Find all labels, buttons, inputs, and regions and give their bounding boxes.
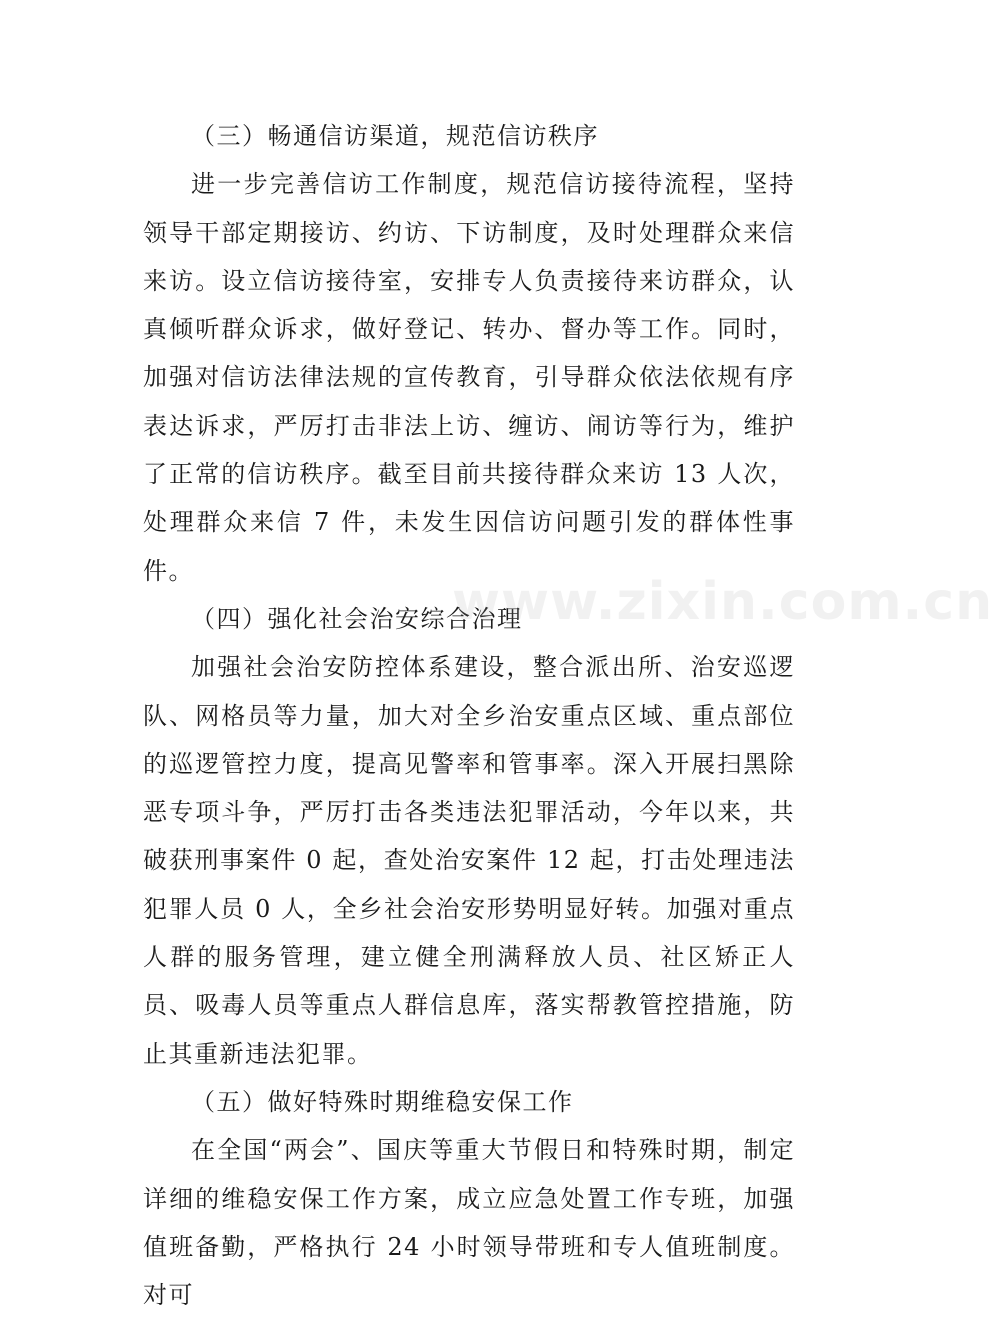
section-heading-3: （三）畅通信访渠道，规范信访秩序 [191, 122, 599, 150]
watermark-text: www.zixin.com.cn [452, 572, 993, 632]
document-body [143, 112, 795, 1319]
section-heading-4: （四）强化社会治安综合治理 [191, 604, 523, 633]
section-paragraph-3: 进一步完善信访工作制度，规范信访接待流程，坚持领导干部定期接访、约访、下访制度，及时处理群众来信来访。设立信访接待室，安排专人负责接待来访群众，认真倾听群众诉求，做好登记、转办、督办等工作。同时，加强对信访法律法规的宣传教育，引导群众依法依规有序表达诉求，严厉打击非法上访、缠访、闹访等行为，维护了正常的信访秩序。截至目前共接待群众来访 13 人次，处理群众来信 7 件，未发生因信访问题引发的群体性事件。 [143, 170, 795, 585]
section-paragraph-4: 加强社会治安防控体系建设，整合派出所、治安巡逻队、网格员等力量，加大对全乡治安重点区域、重点部位的巡逻管控力度，提高见警率和管事率。深入开展扫黑除恶专项斗争，严厉打击各类违法犯罪活动，今年以来，共破获刑事案件 0 起，查处治安案件 12 起，打击处理违法犯罪人员 0 人，全乡社会治安形势明显好转。加强对重点人群的服务管理，建立健全刑满释放人员、社区矫正人员、吸毒人员等重点人群信息库，落实帮教管控措施，防止其重新违法犯罪。 [143, 653, 795, 1068]
section-heading-5: （五）做好特殊时期维稳安保工作 [191, 1087, 574, 1116]
section-paragraph-5: 在全国“两会”、国庆等重大节假日和特殊时期，制定详细的维稳安保工作方案，成立应急处置工作专班，加强值班备勤，严格执行 24 小时领导带班和专人值班制度。对可 [143, 1136, 795, 1310]
